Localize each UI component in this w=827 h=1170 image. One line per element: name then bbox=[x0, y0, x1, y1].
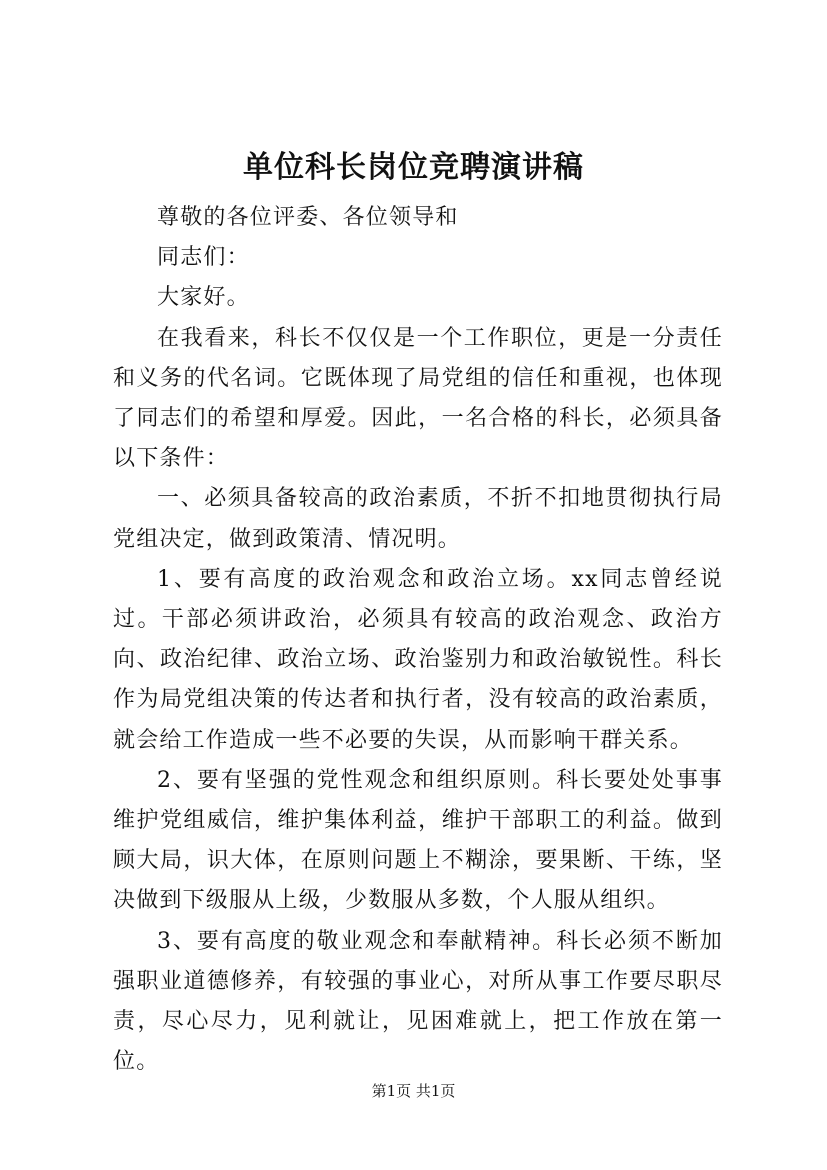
paragraph-greeting: 大家好。 bbox=[157, 285, 250, 311]
page-footer: 第1页 共1页 bbox=[371, 1082, 456, 1100]
paragraph-intro: 在我看来，科长不仅仅是一个工作职位，更是一分责任和义务的代名词。它既体现了局党组的信任和重视，也体现了同志们的希望和厚爱。因此，一名合格的科长，必须具备以下条件： bbox=[113, 325, 723, 472]
paragraph-point-3: 3、要有高度的敬业观念和奉献精神。科长必须不断加强职业道德修养，有较强的事业心，对所从事工作要尽职尽责，尽心尽力，见利就让，见困难就上，把工作放在第一位。 bbox=[113, 928, 723, 1075]
paragraph-salutation-continued: 同志们： bbox=[157, 245, 250, 271]
paragraph-section-one: 一、必须具备较高的政治素质，不折不扣地贯彻执行局党组决定，做到政策清、情况明。 bbox=[113, 486, 723, 552]
document-body bbox=[113, 198, 723, 1082]
paragraph-point-1: 1、要有高度的政治观念和政治立场。xx同志曾经说过。干部必须讲政治，必须具有较高的政治观念、政治方向、政治纪律、政治立场、政治鉴别力和政治敏锐性。科长作为局党组决策的传达者和执行者，没有较高的政治素质，就会给工作造成一些不必要的失误，从而影响干群关系。 bbox=[113, 566, 723, 753]
document-title: 单位科长岗位竞聘演讲稿 bbox=[243, 150, 584, 185]
paragraph-salutation: 尊敬的各位评委、各位领导和 bbox=[157, 205, 459, 230]
paragraph-point-2: 2、要有坚强的党性观念和组织原则。科长要处处事事维护党组威信，维护集体利益，维护干部职工的利益。做到顾大局，识大体，在原则问题上不糊涂，要果断、干练，坚决做到下级服从上级，少数服从多数，个人服从组织。 bbox=[113, 767, 723, 914]
